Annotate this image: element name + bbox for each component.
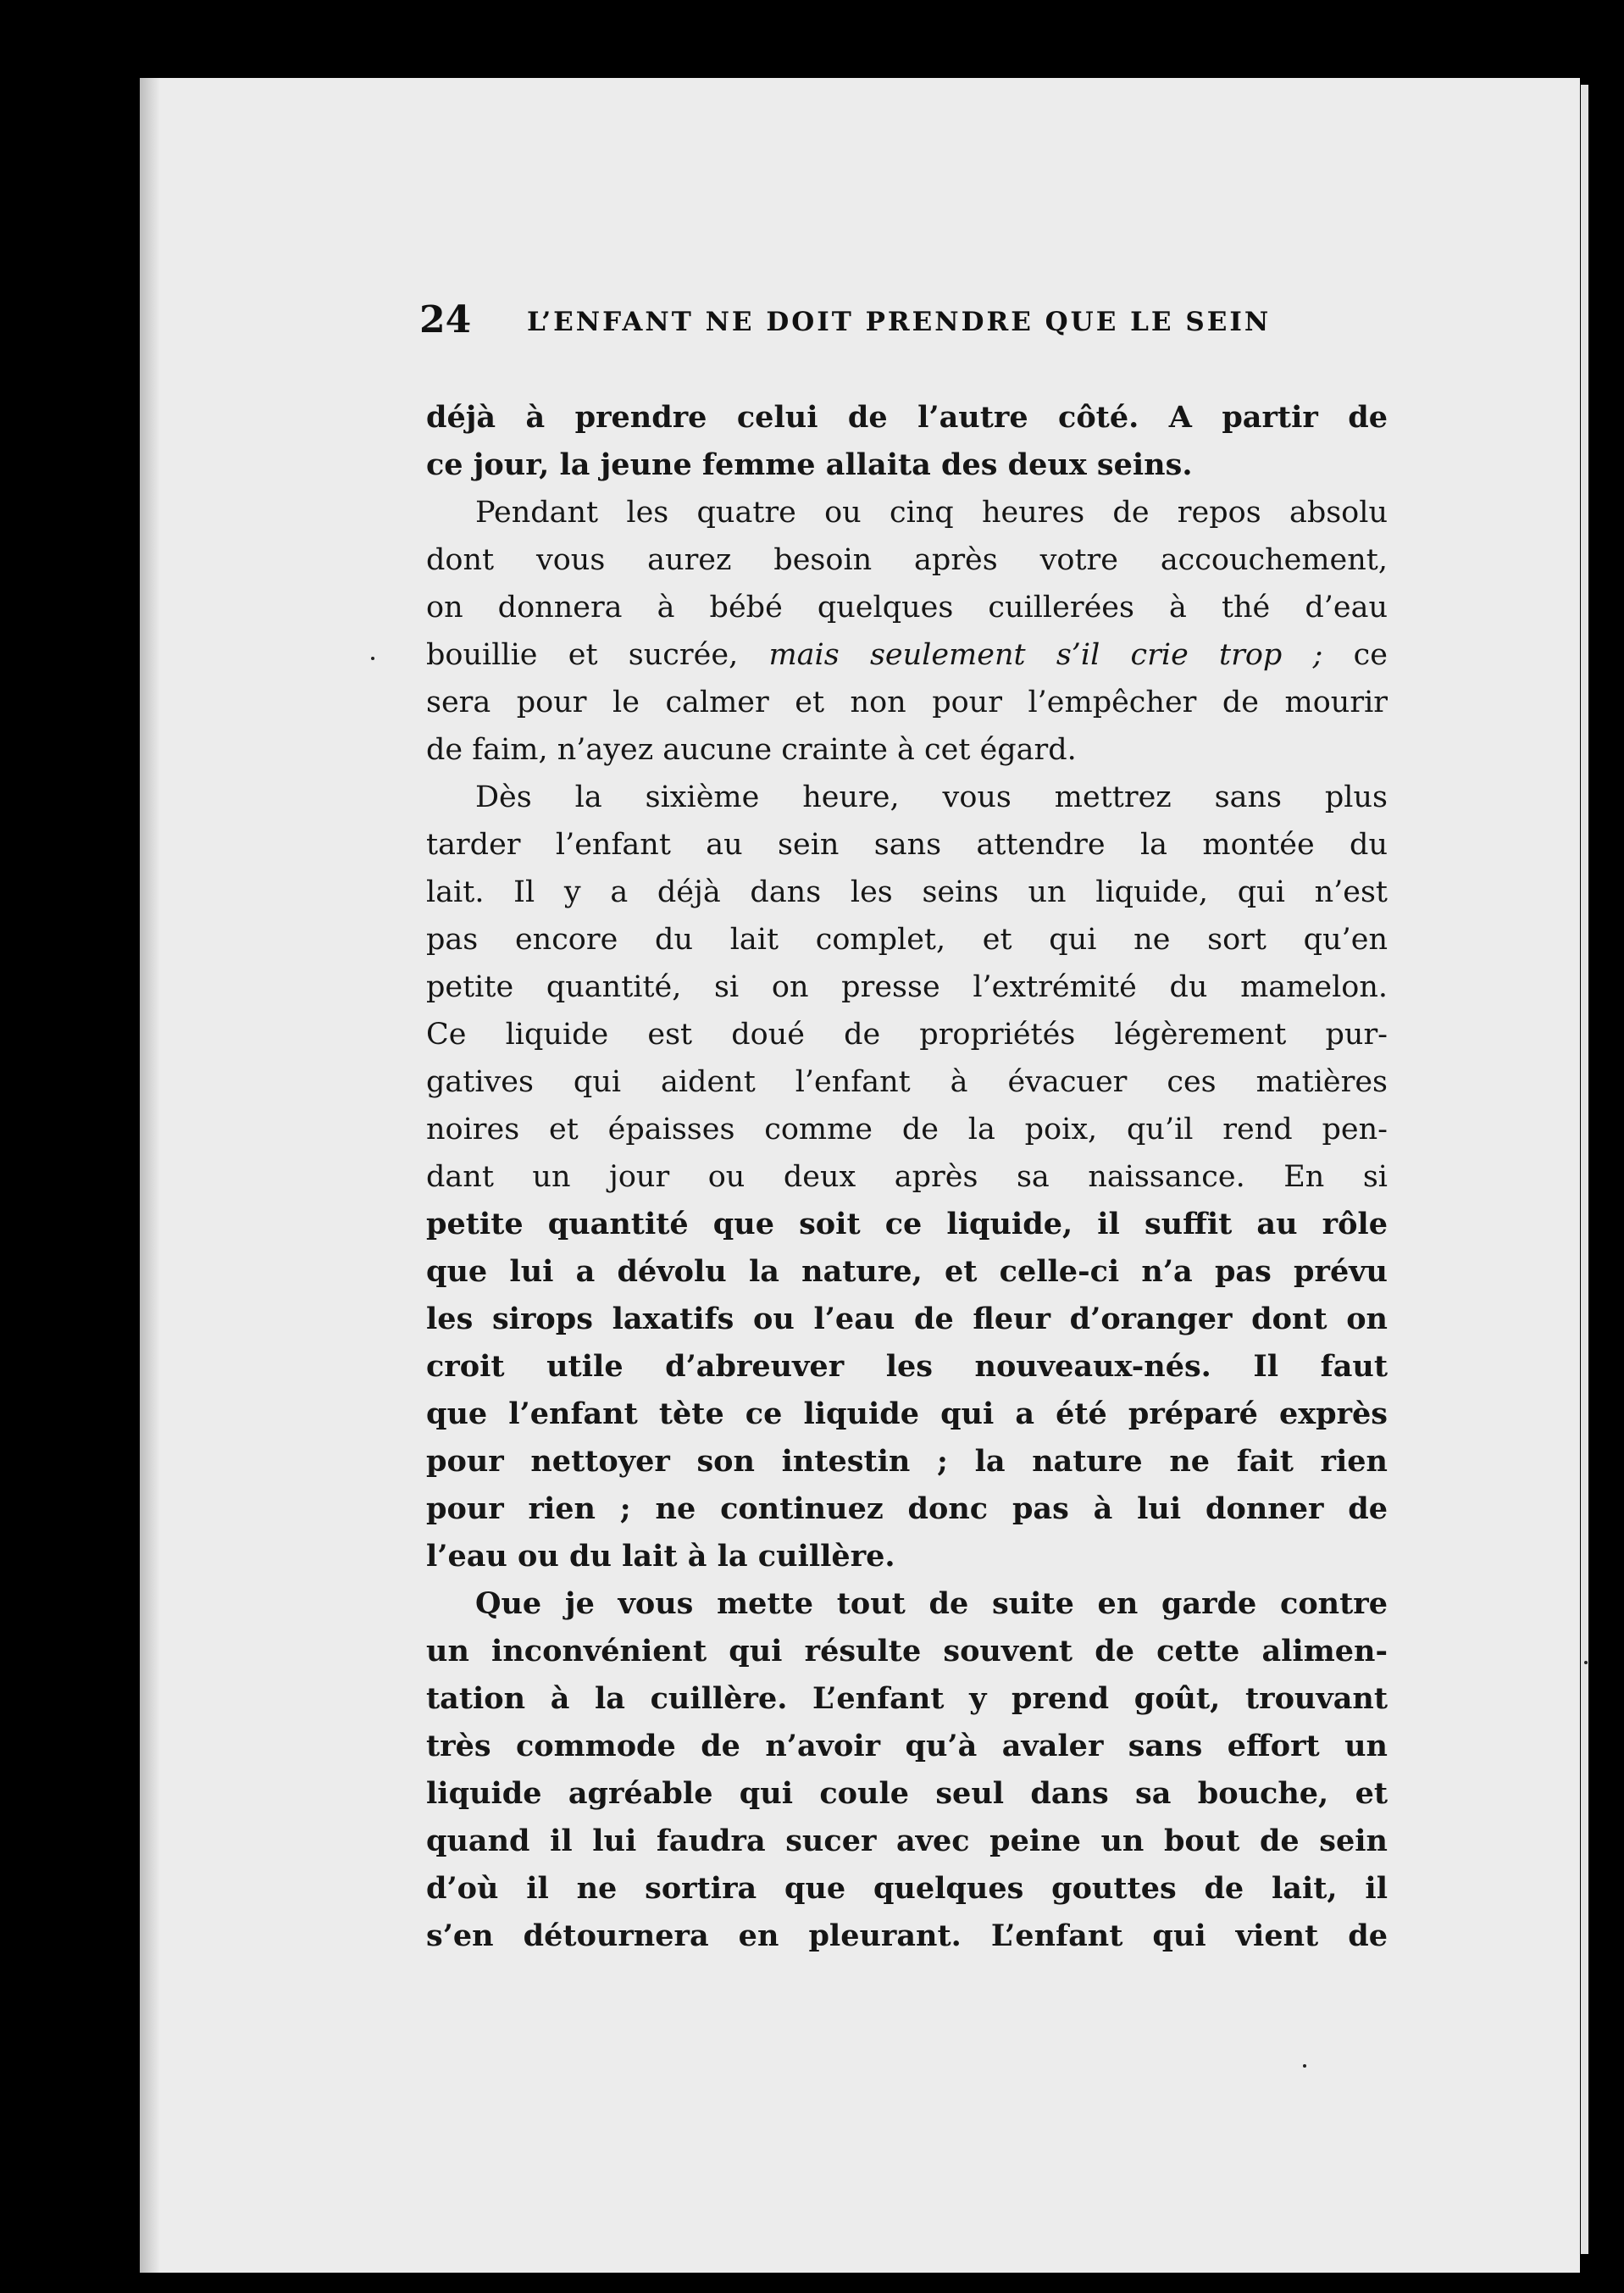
text-line: que l’enfant tète ce liquide qui a été préparé exprès bbox=[426, 1396, 1388, 1431]
text-line: croit utile d’abreuver les nouveaux-nés. Il faut bbox=[426, 1349, 1388, 1384]
text-line: pour nettoyer son intestin ; la nature ne fait rien bbox=[426, 1444, 1388, 1479]
page-binding-shadow bbox=[140, 78, 160, 2273]
scan-speck bbox=[1303, 2064, 1306, 2068]
text-line: que lui a dévolu la nature, et celle-ci n’a pas prévu bbox=[426, 1254, 1388, 1289]
text-line: Que je vous mette tout de suite en garde contre bbox=[475, 1586, 1388, 1621]
text-line: les sirops laxatifs ou l’eau de fleur d’oranger dont on bbox=[426, 1302, 1388, 1336]
text-line: Dès la sixième heure, vous mettrez sans plus bbox=[475, 780, 1388, 814]
text-line: Pendant les quatre ou cinq heures de repos absolu bbox=[475, 496, 1388, 530]
text-line: un inconvénient qui résulte souvent de cette alimen- bbox=[426, 1634, 1388, 1668]
scan-speck bbox=[1584, 1661, 1588, 1664]
page-number: 24 bbox=[419, 298, 472, 341]
text-line: pas encore du lait complet, et qui ne sort qu’en bbox=[426, 923, 1388, 957]
text-line: on donnera à bébé quelques cuillerées à thé d’eau bbox=[426, 591, 1388, 625]
running-title: L’ENFANT NE DOIT PRENDRE QUE LE SEIN bbox=[527, 307, 1272, 337]
text-line: liquide agréable qui coule seul dans sa bouche, et bbox=[426, 1776, 1388, 1811]
text-line: petite quantité, si on presse l’extrémité du mamelon. bbox=[426, 970, 1388, 1004]
text-line: gatives qui aident l’enfant à évacuer ces matières bbox=[426, 1065, 1388, 1099]
text-fragment: bouillie et sucrée, bbox=[426, 638, 739, 672]
scan-speck bbox=[371, 657, 374, 660]
text-line: tation à la cuillère. L’enfant y prend goût, trouvant bbox=[426, 1681, 1388, 1716]
text-line: dant un jour ou deux après sa naissance. En si bbox=[426, 1160, 1388, 1194]
text-line: ce jour, la jeune femme allaita des deux seins. bbox=[426, 447, 1193, 482]
text-line: lait. Il y a déjà dans les seins un liquide, qui n’est bbox=[426, 875, 1388, 909]
italic-emphasis: mais seulement s’il crie trop ; bbox=[768, 638, 1323, 672]
facing-page-edge bbox=[1581, 85, 1588, 2254]
text-line: d’où il ne sortira que quelques gouttes de lait, il bbox=[426, 1871, 1388, 1906]
text-line: noires et épaisses comme de la poix, qu’il rend pen- bbox=[426, 1113, 1388, 1146]
text-line: tarder l’enfant au sein sans attendre la montée du bbox=[426, 828, 1388, 862]
text-line: déjà à prendre celui de l’autre côté. A partir de bbox=[426, 400, 1388, 435]
text-fragment: ce bbox=[1353, 638, 1388, 672]
text-line: dont vous aurez besoin après votre accouchement, bbox=[426, 543, 1388, 577]
text-line: sera pour le calmer et non pour l’empêcher de mourir bbox=[426, 686, 1388, 719]
page-header bbox=[419, 298, 1377, 358]
text-line: petite quantité que soit ce liquide, il suffit au rôle bbox=[426, 1207, 1388, 1241]
text-line: Ce liquide est doué de propriétés légèrement pur- bbox=[426, 1018, 1388, 1052]
body-text bbox=[426, 394, 1388, 1960]
text-line: s’en détournera en pleurant. L’enfant qui vient de bbox=[426, 1918, 1388, 1953]
text-line: l’eau ou du lait à la cuillère. bbox=[426, 1539, 895, 1574]
text-line bbox=[426, 631, 1388, 679]
text-line: pour rien ; ne continuez donc pas à lui donner de bbox=[426, 1491, 1388, 1526]
text-line: quand il lui faudra sucer avec peine un bout de sein bbox=[426, 1824, 1388, 1858]
text-line: très commode de n’avoir qu’à avaler sans effort un bbox=[426, 1729, 1388, 1763]
text-line: de faim, n’ayez aucune crainte à cet égard. bbox=[426, 733, 1077, 767]
